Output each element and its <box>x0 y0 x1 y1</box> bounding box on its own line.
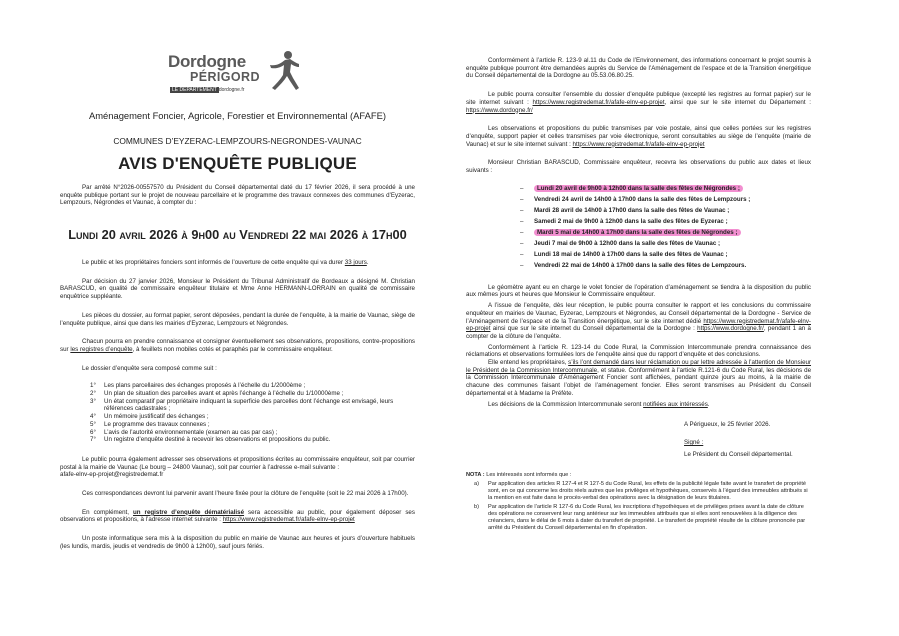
nota-label: NOTA : <box>466 472 485 479</box>
duration-text: 33 jours <box>344 259 367 266</box>
left-paragraph-2: Le public et les propriétaires fonciers sont informés de l’ouverture de cette enquête qui va durer 33 jours. <box>82 259 369 266</box>
logo-website: dordogne.fr <box>218 87 245 93</box>
page-title: AVIS D'ENQUÊTE PUBLIQUE <box>118 154 357 173</box>
date-item: – Vendredi 24 avril de 14h00 à 17h00 dans la salle des fêtes de Lempzours ; <box>520 195 751 203</box>
left-paragraph-9: En complément, un registre d’enquête dématérialisé sera accessible au public, pour également déposer ses observations et propositions, à l’adresse internet suivante : https://www.registredemat.fr/afafe-elnv-ep-projet <box>60 508 415 524</box>
signature-name: Le Président du Conseil départemental. <box>684 450 793 458</box>
report-dordogne-link[interactable]: https://www.dordogne.fr/ <box>697 325 764 333</box>
right-paragraph-1: Conformément à l’article R. 123-9 al.11 du Code de l’Environnement, des informations concernant le projet soumis à enquête publique pourront être demandées auprès du Service de l’Aménagement de l’espace et de la Transition énergétique du Conseil départemental de la Dordogne au 05.53.06.80.25. <box>466 57 811 80</box>
left-paragraph-7: Le public pourra également adresser ses observations et propositions écrites au commissaire enquêteur, soit par courrier postal à la mairie de Vaunac (Le bourg – 24800 Vaunac), soit par courrier à l’adresse e-mail suivante : <box>60 455 415 471</box>
report-registredemat-link[interactable]: https://www.registredemat.fr/afafe-elnv-ep-projet <box>466 317 811 333</box>
permanence-dates <box>516 183 811 271</box>
right-paragraph-2: Le public pourra consulter l’ensemble du dossier d’enquête publique (excepté les registres au format papier) sur le site internet suivant : https://www.registredemat.fr/afafe-elnv-ep-projet, ainsi que sur le site internet du Département : https://www.dordogne.fr/ <box>466 91 811 114</box>
list-item: b) Par application de l’article R 127-6 du Code Rural, les inscriptions d’hypothèques et de privilèges prises avant la date de clôture des opérations ne conservent leur rang antérieur sur les immeubles attribués que si elles sont renouvelées à la diligence des créanciers, dans le délai de 6 mois à dater du transfert de propriété. Le transfert de propriété résulte de la clôture prononcée par arrêté du Président du Conseil départemental en fin d’opération. <box>474 504 806 532</box>
hearing-request-text: s’ils l’ont demandé dans leur réclamation ou par lettre adressée à l’attention de Monsieur le Président de la Commission Intercommunale <box>466 359 812 374</box>
nota-list <box>466 481 811 532</box>
dordogne-perigord-logo <box>168 52 298 100</box>
signature-place-date: A Périgueux, le 25 février 2026. <box>684 421 771 429</box>
date-item: – Jeudi 7 mai de 9h00 à 12h00 dans la salle des fêtes de Vaunac ; <box>520 239 721 247</box>
list-item: 6° L’avis de l’autorité environnementale (examen au cas par cas) ; <box>90 428 278 436</box>
afafe-heading: Aménagement Foncier, Agricole, Forestier et Environnemental (AFAFE) <box>88 110 386 121</box>
left-paragraph-1: Par arrêté N°2026-00557570 du Président du Conseil départemental daté du 17 février 2026, il sera procédé à une enquête publique portant sur le projet de nouveau parcellaire et le programme des travaux connexes des communes d’Eyzerac, Lempzours, Négrondes et Vaunac, à compter du : <box>60 184 415 207</box>
left-paragraph-4: Les pièces du dossier, au format papier, seront déposées, pendant la durée de l’enquête, à la mairie de Vaunac, siège de l’enquête publique, ainsi que dans les mairies d’Eyzerac, Lempzours et Négrondes. <box>60 311 415 327</box>
list-item: 4° Un mémoire justificatif des échanges ; <box>90 413 209 421</box>
right-body <box>466 57 811 534</box>
logo-line-2: PÉRIGORD <box>190 70 260 84</box>
left-paragraph-5: Chacun pourra en prendre connaissance et consigner éventuellement ses observations, propositions, contre-propositions sur les registres d’enquête, à feuillets non mobiles cotés et paraphés par le commissaire enquêteur. <box>60 338 415 353</box>
right-paragraph-3: Les observations et propositions du public transmises par voie postale, ainsi que celles portées sur les registres d’enquête, support papier et celles transmises par voie électronique, seront consultables au siège de l’enquête (mairie de Vaunac) et sur le site internet suivant : https://www.registredemat.fr/afafe-elnv-ep-projet <box>466 125 811 148</box>
left-intro <box>60 184 415 207</box>
list-item: 5° Le programme des travaux connexes ; <box>90 420 210 428</box>
signature-label: Signé : <box>684 438 704 446</box>
right-paragraph-7: Conformément à l’article R. 123-14 du Code Rural, la Commission Intercommunale prendra connaissance des réclamations et observations formulées lors de l’enquête ainsi que du rapport d’enquête et des conclusions. <box>466 343 811 359</box>
registredemat-link[interactable]: https://www.registredemat.fr/afafe-elnv-ep-projet <box>532 98 665 106</box>
left-body <box>60 259 415 551</box>
left-paragraph-8: Ces correspondances devront lui parvenir avant l’heure fixée pour la clôture de l’enquête (soit le 22 mai 2026 à 17h00). <box>82 490 409 498</box>
date-item: – Samedi 2 mai de 9h00 à 12h00 dans la salle des fêtes de Eyzerac ; <box>520 217 728 225</box>
list-item: 3° Un état comparatif par propriétaire indiquant la superficie des parcelles dont l’échange est envisagé, leurs références cadastrales ; <box>90 397 394 413</box>
date-item: – Mardi 5 mai de 14h00 à 17h00 dans la salle des fêtes de Négrondes ; <box>516 227 811 238</box>
right-paragraph-6: A l’issue de l’enquête, dès leur réception, le public pourra consulter le rapport et les conclusions du commissaire enquêteur en mairies de Vaunac, Eyzerac, Lempzours et Négrondes, au Conseil départemental de la Dordogne - Service de l’Aménagement de l’espace et de la Transition énergétique, sur le site internet dédié https://www.registredemat.fr/afafe-elnv-ep-projet ainsi que sur le site internet du Conseil départemental de la Dordogne : https://www.dordogne.fr/, pendant 1 an à compter de la clôture de l’enquête. <box>466 302 811 340</box>
notified-text: notifiées aux intéressés <box>643 400 708 408</box>
highlighted-date: Mardi 5 mai de 14h00 à 17h00 dans la salle des fêtes de Négrondes ; <box>534 229 741 236</box>
date-item: – Vendredi 22 mai de 14h00 à 17h00 dans la salle des fêtes de Lempzours. <box>520 261 747 269</box>
dossier-list <box>90 382 415 444</box>
list-item: 2° Un plan de situation des parcelles avant et après l’échange à l’échelle du 1/10000ème ; <box>90 390 344 398</box>
right-paragraph-5: Le géomètre ayant eu en charge le volet foncier de l’opération d’aménagement se tiendra à la disposition du public aux mêmes jours et heures que Monsieur le Commissaire enquêteur. <box>466 283 811 299</box>
observations-link[interactable]: https://www.registredemat.fr/afafe-elnv-ep-projet <box>572 140 705 148</box>
list-item: 1° Les plans parcellaires des échanges proposés à l’échelle du 1/2000ème ; <box>90 382 306 390</box>
date-item: – Lundi 20 avril de 9h00 à 12h00 dans la salle des fêtes de Négrondes ; <box>516 183 811 194</box>
logo-tagline <box>170 87 244 93</box>
left-paragraph-3: Par décision du 27 janvier 2026, Monsieur le Président du Tribunal Administratif de Bordeaux a désigné M. Christian BARASCUD, en qualité de commissaire enquêteur titulaire et Mme Anne HERMANN-LORRAIN en qualité de commissaire enquêtrice suppléante. <box>60 277 415 301</box>
list-item: 7° Un registre d’enquête destiné à recevoir les observations et propositions du public. <box>90 436 331 444</box>
register-url-link[interactable]: https://www.registredemat.fr/afafe-elnv-ep-projet <box>222 516 355 524</box>
dordogne-link[interactable]: https://www.dordogne.fr/ <box>466 106 533 114</box>
right-paragraph-9: Les décisions de la Commission Intercommunale seront notifiées aux intéressés. <box>488 400 710 408</box>
date-item: – Lundi 18 mai de 14h00 à 17h00 dans la salle des fêtes de Vaunac ; <box>520 250 728 258</box>
communes-heading: COMMUNES D’EYZERAC-LEMPZOURS-NEGRONDES-VAUNAC <box>113 136 362 146</box>
highlighted-date: Lundi 20 avril de 9h00 à 12h00 dans la salle des fêtes de Négrondes ; <box>534 185 743 192</box>
enquiry-period: Lundi 20 avril 2026 à 9h00 au Vendredi 22 mai 2026 à 17h00 <box>68 227 407 242</box>
running-figure-icon <box>266 50 300 92</box>
date-item: – Mardi 28 avril de 14h00 à 17h00 dans la salle des fêtes de Vaunac ; <box>520 206 730 214</box>
logo-tagline-bar: LE DÉPARTEMENT <box>172 87 217 93</box>
logo-line-1: Dordogne <box>168 52 246 71</box>
left-paragraph-10: Un poste informatique sera mis à la disposition du public en mairie de Vaunac aux heures et jours d’ouverture habituels (les lundis, mardis, jeudis et vendredis de 9h00 à 12h00), sauf jours fériés. <box>60 535 415 550</box>
right-paragraph-8: Elle entend les propriétaires, s’ils l’ont demandé dans leur réclamation ou par lettre adressée à l’attention de Monsieur le Président de la Commission Intercommunale, et statue. Conformément à l’article R.121-6 du Code Rural, les décisions de la Commission Intercommunale d’Aménagement Foncier sont affichées, pendant quinze jours au moins, à la mairie de chacune des communes faisant l’objet de l’aménagement foncier. Elles seront transmises au Président du Conseil départemental et à Madame la Préfète. <box>466 359 812 397</box>
left-paragraph-6: Le dossier d’enquête sera composé comme suit : <box>82 364 217 372</box>
contact-email[interactable]: afafe-elnv-ep-projet@registredemat.fr <box>60 471 164 479</box>
list-item: a) Par application des articles R 127-4 et R 127-5 du Code Rural, les effets de la publicité légale faite avant le transfert de propriété sont, en ce qui concerne les droits réels autres que les privilèges et hypothèques, conservés à l’égard des immeubles attribués si la mention en est faite dans le procès-verbal des opérations avec la désignation de leurs titulaires. <box>474 481 808 502</box>
nota-intro: NOTA : Les intéressés sont informés que : <box>466 472 572 479</box>
registers-text: les registres d’enquête <box>70 345 133 353</box>
dematerialized-register-text: un registre d’enquête dématérialisé <box>133 508 245 516</box>
right-paragraph-4: Monsieur Christian BARASCUD, Commissaire enquêteur, recevra les observations du public aux dates et lieux suivants : <box>466 159 811 175</box>
